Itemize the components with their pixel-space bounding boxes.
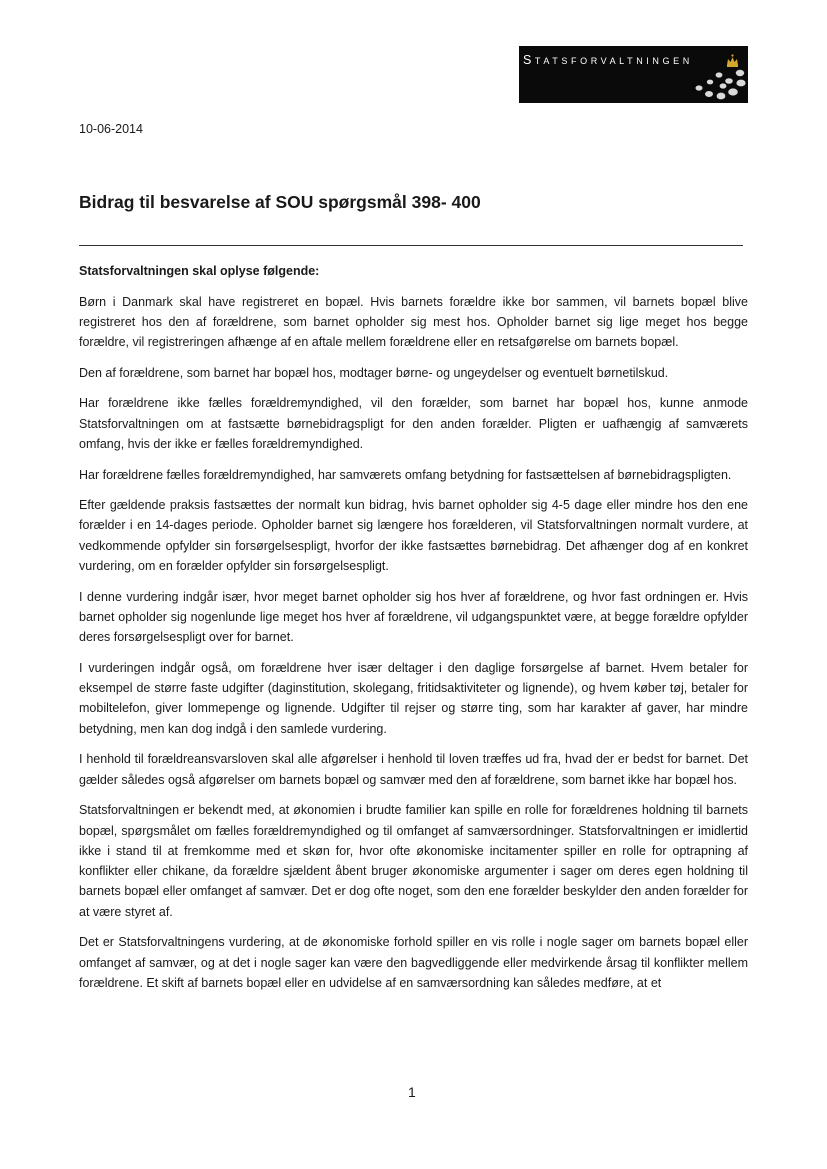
- crown-and-dots-icon: [689, 51, 747, 103]
- paragraph: I henhold til forældreansvarsloven skal alle afgørelser i henhold til loven træffes ud fra, hvad der er bedst for barnet. Det gælder således også afgørelser om barnets bopæl og samvær med den af forældrene, som barnet ikke har bopæl hos.: [79, 752, 748, 787]
- paragraph: Den af forældrene, som barnet har bopæl hos, modtager børne- og ungeydelser og eventuelt børnetilskud.: [79, 365, 669, 380]
- paragraph: Statsforvaltningen er bekendt med, at økonomien i brudte familier kan spille en rolle for forældrenes holdning til barnets bopæl, spørgsmålet om fælles forældremyndighed og til omfanget af samværsordninger. Statsforvaltningen er imidlertid ikke i stand til at fremkomme med et skøn for, hvor ofte økonomiske incitamenter spiller en rolle for optrapning af konflikter eller chikane, da forældre sjældent åbent bruger økonomiske argumenter i sager om deres egen holdning til barnets bopæl eller omfanget af samvær. Det er dog ofte noget, som den ene forælder beskylder den anden forælder for at være styret af.: [79, 803, 748, 919]
- paragraph: Efter gældende praksis fastsættes der normalt kun bidrag, hvis barnet opholder sig 4-5 dage eller mindre hos den ene forælder i en 14-dages periode. Opholder barnet sig længere hos forælderen, vil Statsforvaltningen normalt vurdere, at vedkommende opfylder sin forsørgelsespligt, hvorfor der ikke fastsættes børnebidrag. Det afhænger dog af en konkret vurdering, om en forælder opfylder sin forsørgelsespligt.: [79, 498, 748, 574]
- document-title: Bidrag til besvarelse af SOU spørgsmål 398- 400: [79, 192, 481, 212]
- document-date: 10-06-2014: [79, 122, 143, 136]
- logo-text: Statsforvaltningen: [523, 53, 693, 67]
- paragraph: Børn i Danmark skal have registreret en bopæl. Hvis barnets forældre ikke bor sammen, vil barnets bopæl blive registreret hos den af forældrene, som barnet opholder sig mest hos. Opholder barnet sig lige meget hos begge forældre, vil registreringen afhænge af en aftale mellem forældrene eller en retsafgørelse om barnets bopæl.: [79, 294, 748, 350]
- title-divider: [79, 245, 743, 246]
- paragraph: I vurderingen indgår også, om forældrene hver især deltager i den daglige forsørgelse af barnet. Hvem betaler for eksempel de større faste udgifter (daginstitution, skolegang, fritidsaktiviteter og lignende), og hvem køber tøj, betaler for mobiltelefon, giver lommepenge og lignende. Udgifter til rejser og større ting, som har karakter af gaver, har mindre betydning, men kan dog indgå i den samlede vurdering.: [79, 660, 748, 736]
- paragraph: Har forældrene fælles forældremyndighed, har samværets omfang betydning for fastsættelsen af børnebidragspligten.: [79, 467, 732, 482]
- paragraph: Har forældrene ikke fælles forældremyndighed, vil den forælder, som barnet har bopæl hos, kunne anmode Statsforvaltningen om at fastsætte børnebidragspligt for den anden forælder. Pligten er uafhængig af samværets omfang, hvis der ikke er fælles forældremyndighed.: [79, 396, 748, 451]
- statsforvaltningen-logo: [519, 46, 748, 103]
- paragraph: Det er Statsforvaltningens vurdering, at de økonomiske forhold spiller en vis rolle i nogle sager om barnets bopæl eller omfanget af samvær, og at det i nogle sager kan være den bagvedliggende eller medvirkende årsag til konflikter mellem forældrene. Et skift af barnets bopæl eller en udvidelse af en samværsordning kan således medføre, at et: [79, 935, 748, 990]
- page-number: 1: [408, 1084, 416, 1100]
- section-heading: Statsforvaltningen skal oplyse følgende:: [79, 264, 320, 278]
- document-body: [79, 261, 748, 1003]
- paragraph: I denne vurdering indgår især, hvor meget barnet opholder sig hos hver af forældrene, og hvor fast ordningen er. Hvis barnet opholder sig nogenlunde lige meget hos hver af forældrene, vil udgangspunktet være, at begge forældre opfylder deres forsørgelsespligt over for barnet.: [79, 589, 748, 645]
